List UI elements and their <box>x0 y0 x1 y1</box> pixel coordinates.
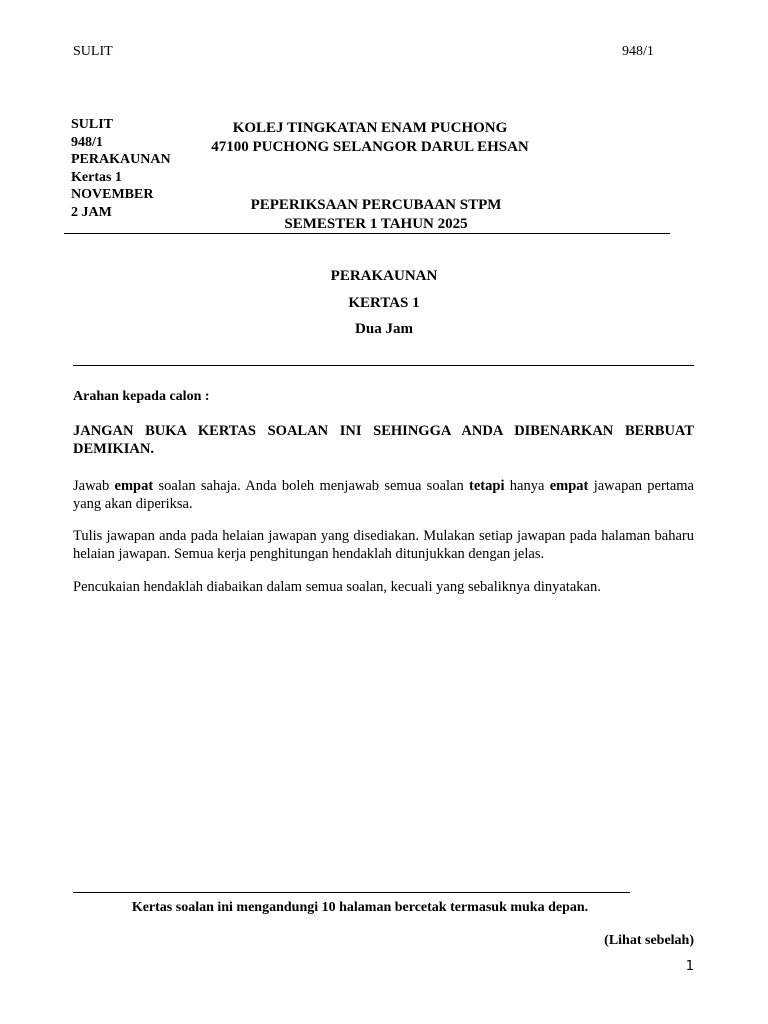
instructions-paragraph-3: Pencukaian hendaklah diabaikan dalam semua soalan, kecuali yang sebaliknya dinyatakan. <box>73 579 601 595</box>
running-header-left: SULIT <box>73 44 113 59</box>
page-number: 1 <box>685 959 694 974</box>
paper-code-line: 948/1 <box>71 134 103 150</box>
subject-paper: KERTAS 1 <box>348 295 420 311</box>
school-name: KOLEJ TINGKATAN ENAM PUCHONG <box>232 120 508 136</box>
p1-emphasis: empat <box>549 478 589 494</box>
instructions-heading: Arahan kepada calon : <box>73 389 210 404</box>
p1-text: soalan sahaja. Anda boleh menjawab semua soalan <box>153 478 470 494</box>
p1-text: Jawab <box>73 478 115 494</box>
exam-title: PEPERIKSAAN PERCUBAAN STPM <box>250 197 502 213</box>
paper-code-line: PERAKAUNAN <box>71 152 171 167</box>
p1-emphasis: tetapi <box>469 478 505 494</box>
instructions-warning: JANGAN BUKA KERTAS SOALAN INI SEHINGGA ANDA DIBENARKAN BERBUAT DEMIKIAN. <box>73 423 694 457</box>
header-rule <box>64 233 670 234</box>
subject-name: PERAKAUNAN <box>330 268 438 284</box>
subject-duration: Dua Jam <box>355 321 413 337</box>
running-header-right: 948/1 <box>622 44 654 59</box>
school-address: 47100 PUCHONG SELANGOR DARUL EHSAN <box>211 139 529 155</box>
paper-code-line: 2 JAM <box>71 204 112 220</box>
exam-heading <box>190 196 562 234</box>
paper-code-line: SULIT <box>71 117 114 132</box>
footer-rule <box>73 892 630 893</box>
paper-code-block <box>71 116 171 221</box>
p1-emphasis: empat <box>114 478 154 494</box>
paper-code-line: Kertas 1 <box>71 169 122 185</box>
exam-semester: SEMESTER 1 TAHUN 2025 <box>284 216 468 232</box>
p1-text: jawapan pertama yang akan diperiksa. <box>73 478 694 512</box>
instructions-paragraph-1 <box>73 477 694 513</box>
pages-note: Kertas soalan ini mengandungi 10 halaman bercetak termasuk muka depan. <box>131 900 589 915</box>
subject-rule <box>73 365 694 366</box>
p1-text: hanya <box>504 478 550 494</box>
school-heading <box>190 119 550 157</box>
paper-code-line: NOVEMBER <box>71 187 154 202</box>
turn-over-note: (Lihat sebelah) <box>604 933 694 948</box>
instructions-paragraph-2: Tulis jawapan anda pada helaian jawapan yang disediakan. Mulakan setiap jawapan pada halaman baharu helaian jawapan. Semua kerja penghitungan hendaklah ditunjukkan dengan jelas. <box>73 528 694 562</box>
